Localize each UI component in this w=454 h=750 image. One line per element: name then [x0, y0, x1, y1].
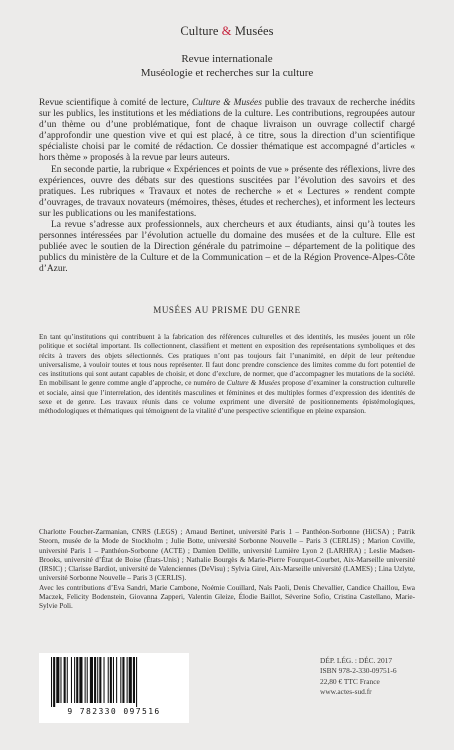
legal-deposit: DÉP. LÉG. : DÉC. 2017 [320, 656, 393, 665]
journal-title [0, 24, 454, 39]
journal-title-part2: Musées [231, 24, 274, 38]
barcode-bar [136, 657, 137, 707]
journal-title-part1: Culture [180, 24, 222, 38]
journal-subtitle [0, 52, 454, 80]
barcode-bar [64, 657, 66, 703]
barcode-bar [97, 657, 98, 703]
colophon [320, 656, 430, 697]
authors-list [39, 528, 415, 611]
intro-p1-end: publie des travaux de recherche inédits sur les publics, les institutions et les médiations de la culture. Les contributions, regroupées autour d’un thème ou d’une problématique, font de chaque livraison un ouvrage collectif chargé d’approfondir une question vive et qui est placé, à ce titre, sous la direction d’un scientifique spécialiste choisi par le comité de rédaction. Ce dossier thématique est accompagné d’articles « hors thème » proposés à la revue par leurs auteurs. [39, 98, 415, 164]
barcode-bar [90, 657, 93, 703]
barcode-bar [87, 657, 88, 703]
barcode-bar [76, 657, 78, 703]
price: 22,80 € TTC France [320, 676, 380, 686]
barcode-bar [85, 657, 86, 703]
contributors-paragraph: Avec les contributions d’Eva Sandri, Marie Cambone, Noémie Couillard, Naïs Paoli, Denis Chevallier, Candice Chaillou, Ewa Maczek, Felicity Bodenstein, Giovanna Zapperi, Valentin Gleize, Élodie Baillot, Séverine Sofio, Cristina Castellano, Marie-Sylvie Poli. [39, 583, 415, 610]
barcode-bar [108, 657, 109, 703]
barcode-bar [116, 657, 117, 703]
barcode-bar [56, 657, 59, 703]
barcode-bar [67, 657, 68, 703]
barcode-digits: 9 782330 097516 [67, 707, 161, 716]
barcode-bar [122, 657, 124, 703]
intro-p1-journal-name: Culture & Musées [191, 98, 262, 108]
theme-journal-name: Culture & Musées [226, 379, 281, 388]
barcode-bar [127, 657, 128, 703]
theme-text-start: En tant qu’institutions qui contribuent à la fabrication des références culturelles et des identités, les musées jouent un rôle politique et sociétal important. Ils collectionnent, classifient et mettent en exposition des représentations symboliques et des récits à travers des objets sélectionnés. Ces pratiques n’ont pas toujours fait l’unanimité, en dépit de leur prétendue universalisme, à vouloir toutes et tous nous représenter. Il faut donc prendre conscience des limites comme du fort potentiel de ces institutions qui sont autant capables de choisir, et donc d’exclure, de normer, que d’accompagner les mutations de la société. En mobilisant le genre comme angle d’approche, ce numéro de [39, 333, 415, 388]
barcode-bar [133, 657, 135, 703]
intro-text [39, 98, 415, 276]
barcode-bar [113, 657, 114, 703]
issue-theme-title: MUSÉES AU PRISME DU GENRE [153, 305, 301, 315]
barcode-bar [74, 657, 75, 703]
barcode-bars [49, 657, 179, 707]
barcode-bar [104, 657, 105, 703]
publisher-website: www.actes-sud.fr [320, 686, 372, 696]
barcode-bar [53, 657, 55, 707]
intro-paragraph-1 [39, 98, 415, 165]
journal-title-ampersand: & [221, 24, 232, 38]
subtitle-line-1: Revue internationale [181, 53, 273, 65]
barcode-bar [94, 657, 96, 703]
theme-text-end: propose d’examiner la construction culturelle et sociale, ainsi que l’interrelation, des identités masculines et féminines et des multiples formes d’expression des identités de sexe et de genre. Les travaux réunis dans ce volume expriment une diversité de positionnements épistémologiques, méthodologiques et thématiques qui témoignent de la vitalité d’une perspective scientifique en pleine expansion. [39, 379, 415, 415]
barcode-bar [71, 657, 72, 703]
barcode-bar [79, 657, 82, 703]
isbn-barcode [39, 653, 189, 723]
barcode-bar [99, 657, 101, 703]
theme-paragraph [39, 333, 415, 416]
intro-paragraph-2: En seconde partie, la rubrique « Expériences et points de vue » présente des réflexions, livre des expériences, ouvre des débats sur des questions suscitées par l’évolution des savoirs et des pratiques. Les rubriques « Travaux et notes de recherche » et « Lectures » rendent compte d’ouvrages, de travaux novateurs (mémoires, thèses, études et recherches), et informent les lecteurs sur les publications ou les manifestations. [39, 164, 415, 219]
isbn-number: ISBN 978-2-330-09751-6 [320, 666, 397, 676]
intro-paragraph-3: La revue s’adresse aux professionnels, aux chercheurs et aux étudiants, ainsi qu’à toutes les personnes intéressées par l’évolution actuelle du domaine des musées et de la culture. Elle est publiée avec le soutien de la Direction générale du patrimoine – département de la politique des publics du ministère de la Culture et de la Communication – et de la Région Provence-Alpes-Côte d’Azur. [39, 220, 415, 275]
barcode-bar [110, 657, 112, 703]
issue-theme-text [39, 333, 415, 416]
intro-p1-start: Revue scientifique à comité de lecture, [39, 98, 192, 108]
barcode-bar [129, 657, 132, 703]
authors-paragraph: Charlotte Foucher-Zarmanian, CNRS (LEGS) ; Arnaud Bertinet, université Paris 1 – Panthéon-Sorbonne (HiCSA) ; Patrik Steorn, musée de la Mode de Stockholm ; Julie Botte, université Sorbonne Nouvelle – Paris 3 (CERLIS) ; Marion Coville, université Paris 1 – Panthéon-Sorbonne (ACTE) ; Damien Delille, université Lumière Lyon 2 (LARHRA) ; Leslie Madsen-Brooks, université d’État de Boise (États-Unis) ; Nathalie Bourgès & Marie-Pierre Fourquet-Courbet, Aix-Marseille université (IRSIC) ; Clarisse Bardiot, université de Valenciennes (DeVisu) ; Sylvia Girel, Aix-Marseille université (LAMES) ; Lina Uzlyte, université Sorbonne Nouvelle – Paris 3 (CERLIS). [39, 528, 415, 583]
barcode-bar [120, 657, 121, 703]
barcode-bar [60, 657, 61, 703]
barcode-bar [51, 657, 52, 707]
subtitle-line-2: Muséologie et recherches sur la culture [140, 67, 314, 79]
